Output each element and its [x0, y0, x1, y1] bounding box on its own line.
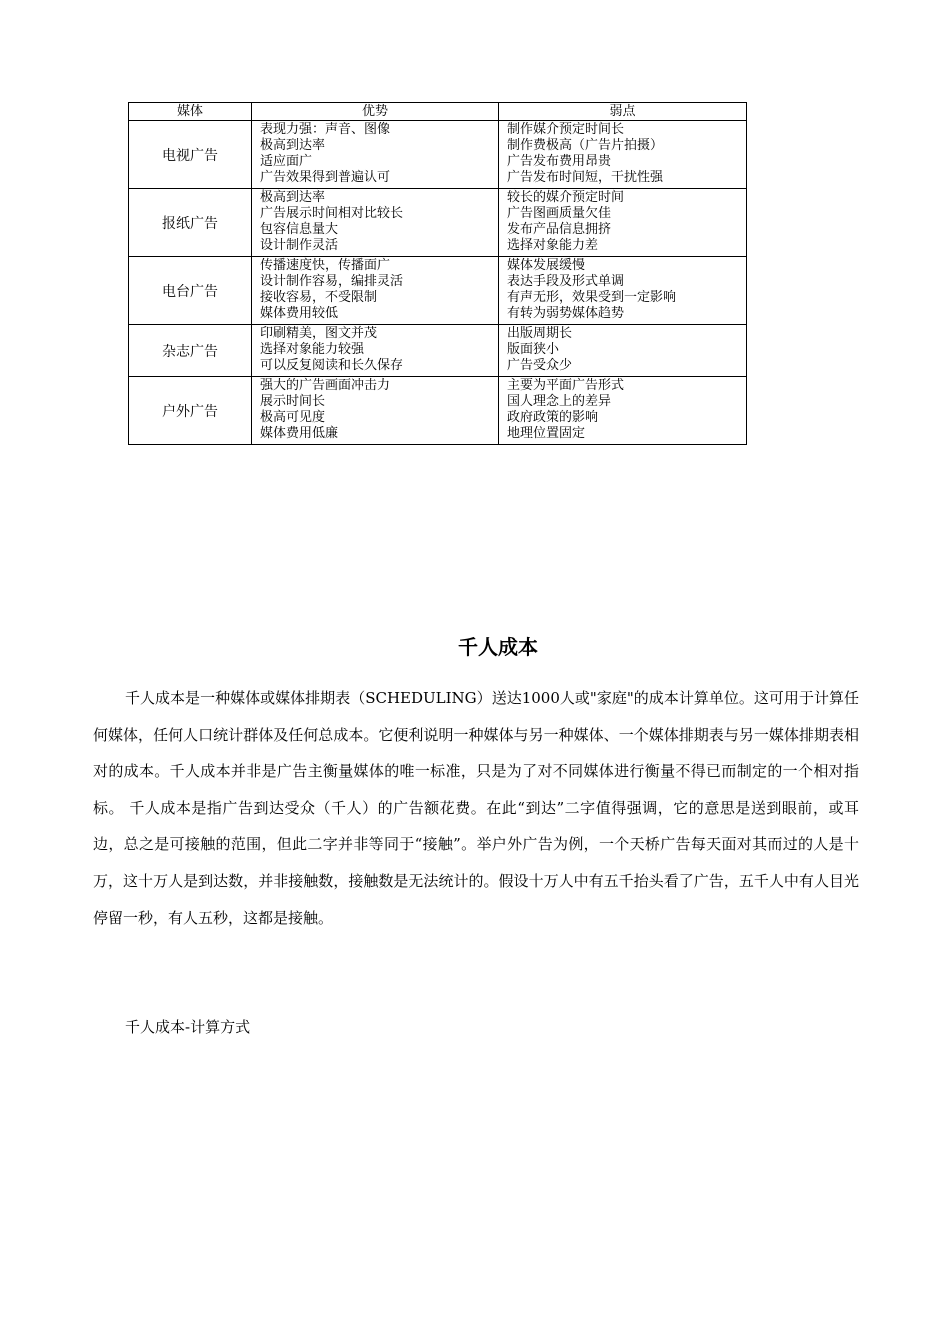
media-name-cell: 电台广告: [129, 257, 252, 325]
strength-item: 媒体费用较低: [260, 306, 339, 321]
article-body: 千人成本是一种媒体或媒体排期表（SCHEDULING）送达1000人或"家庭"的成本计算单位。这可用于计算任何媒体，任何人口统计群体及任何总成本。它便利说明一种媒体与另一种媒体、一个媒体排期表与另一媒体排期表相对的成本。千人成本并非是广告主衡量媒体的唯一标准，只是为了对不同媒体进行衡量不得已而制定的一个相对指标。 千人成本是指广告到达受众（千人）的广告额花费。在此“到达”二字值得强调，它的意思是送到眼前，或耳边，总之是可接触的范围，但此二字并非等同于“接触”。举户外广告为例，一个天桥广告每天面对其而过的人是十万，这十万人是到达数，并非接触数，接触数是无法统计的。假设十万人中有五千抬头看了广告，五千人中有人目光停留一秒，有人五秒，这都是接触。: [93, 689, 859, 927]
weaknesses-cell: [499, 121, 747, 189]
table-header-row: [129, 103, 747, 121]
media-comparison-table: [128, 102, 747, 445]
strength-item: 表现力强：声音、图像: [260, 122, 391, 137]
media-name-cell: 报纸广告: [129, 189, 252, 257]
strength-item: 印刷精美，图文并茂: [260, 326, 378, 341]
header-strengths: 优势: [252, 103, 499, 121]
weakness-item: 广告受众少: [507, 358, 573, 373]
weakness-item: 较长的媒介预定时间: [507, 190, 625, 205]
weaknesses-cell: [499, 325, 747, 377]
header-media: 媒体: [129, 103, 252, 121]
strength-item: 包容信息量大: [260, 222, 339, 237]
table-row: [129, 325, 747, 377]
strengths-cell: [252, 121, 499, 189]
weakness-item: 有声无形，效果受到一定影响: [507, 290, 677, 305]
strength-item: 展示时间长: [260, 394, 326, 409]
table-row: [129, 121, 747, 189]
weakness-item: 版面狭小: [507, 342, 560, 357]
strength-item: 适应面广: [260, 154, 313, 169]
table-row: [129, 377, 747, 445]
weakness-item: 出版周期长: [507, 326, 573, 341]
strength-item: 媒体费用低廉: [260, 426, 339, 441]
section-subtitle: 千人成本-计算方式: [125, 1018, 251, 1036]
header-weaknesses: 弱点: [499, 103, 747, 121]
weakness-item: 广告发布费用昂贵: [507, 154, 612, 169]
media-name-cell: 户外广告: [129, 377, 252, 445]
strength-item: 广告效果得到普遍认可: [260, 170, 391, 185]
strength-item: 极高可见度: [260, 410, 326, 425]
weakness-item: 政府政策的影响: [507, 410, 599, 425]
weakness-item: 表达手段及形式单调: [507, 274, 625, 289]
weakness-item: 地理位置固定: [507, 426, 586, 441]
table-row: [129, 257, 747, 325]
weakness-item: 选择对象能力差: [507, 238, 599, 253]
strengths-cell: [252, 325, 499, 377]
strength-item: 极高到达率: [260, 138, 326, 153]
media-name-cell: 杂志广告: [129, 325, 252, 377]
weakness-item: 国人理念上的差异: [507, 394, 612, 409]
weakness-item: 制作媒介预定时间长: [507, 122, 625, 137]
weaknesses-cell: [499, 377, 747, 445]
strength-item: 传播速度快，传播面广: [260, 258, 391, 273]
weaknesses-cell: [499, 257, 747, 325]
weakness-item: 广告发布时间短，干扰性强: [507, 170, 664, 185]
weakness-item: 媒体发展缓慢: [507, 258, 586, 273]
strengths-cell: [252, 257, 499, 325]
weakness-item: 主要为平面广告形式: [507, 378, 625, 393]
strength-item: 极高到达率: [260, 190, 326, 205]
strengths-cell: [252, 189, 499, 257]
strength-item: 设计制作灵活: [260, 238, 339, 253]
table-row: [129, 189, 747, 257]
strength-item: 设计制作容易，编排灵活: [260, 274, 404, 289]
media-name-cell: 电视广告: [129, 121, 252, 189]
weakness-item: 制作费极高（广告片拍摄）: [507, 138, 664, 153]
article-title: 千人成本: [458, 635, 538, 659]
strength-item: 选择对象能力较强: [260, 342, 365, 357]
strength-item: 接收容易，不受限制: [260, 290, 378, 305]
weaknesses-cell: [499, 189, 747, 257]
weakness-item: 广告图画质量欠佳: [507, 206, 612, 221]
strength-item: 可以反复阅读和长久保存: [260, 358, 404, 373]
strength-item: 广告展示时间相对比较长: [260, 206, 404, 221]
weakness-item: 有转为弱势媒体趋势: [507, 306, 625, 321]
strengths-cell: [252, 377, 499, 445]
strength-item: 强大的广告画面冲击力: [260, 378, 391, 393]
weakness-item: 发布产品信息拥挤: [507, 222, 612, 237]
